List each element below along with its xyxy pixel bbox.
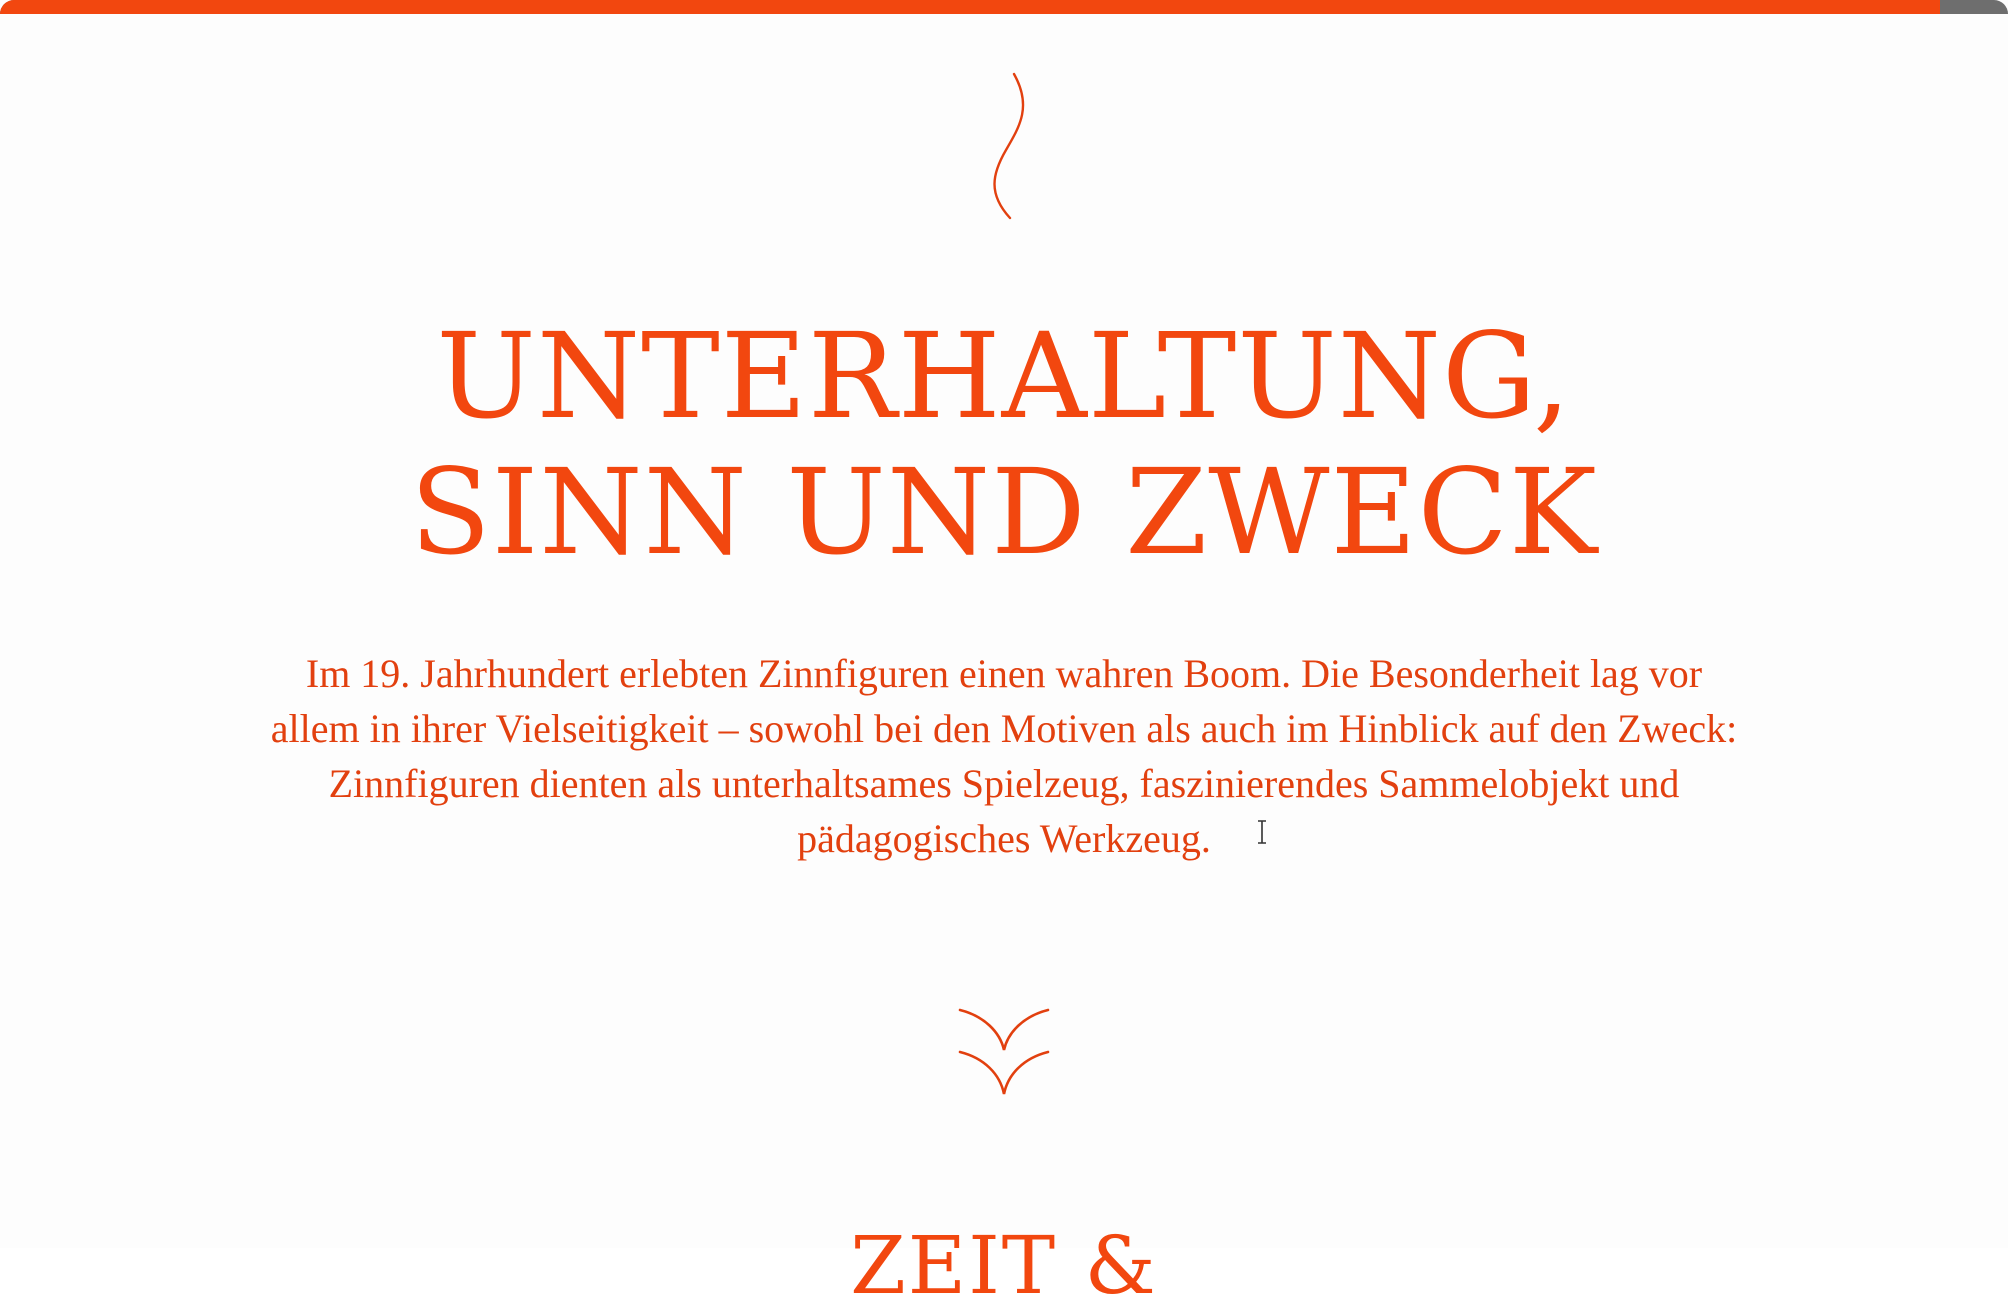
reading-progress-track xyxy=(0,0,2008,14)
double-chevron-down-icon[interactable] xyxy=(956,1004,1052,1100)
next-section-heading: ZEIT & xyxy=(850,1219,1158,1312)
reading-progress-bar xyxy=(0,0,1940,14)
section-heading-line-1: UNTERHALTUNG, xyxy=(436,307,1572,445)
section-heading xyxy=(0,308,2008,580)
text-cursor-icon xyxy=(1256,820,1268,844)
squiggle-ornament-icon xyxy=(980,70,1034,222)
section-heading-line-2: SINN UND ZWECK xyxy=(409,443,1599,581)
section-body-text: Im 19. Jahrhundert erlebten Zinnfiguren einen wahren Boom. Die Besonderheit lag vor allem in ihrer Vielseitigkeit – sowohl bei den Motiven als auch im Hinblick auf den Zweck: Zinnfiguren dienten als unterhaltsames Spielzeug, faszinierendes Sammelobjekt und pädagogisches Werkzeug. xyxy=(270,651,1738,861)
